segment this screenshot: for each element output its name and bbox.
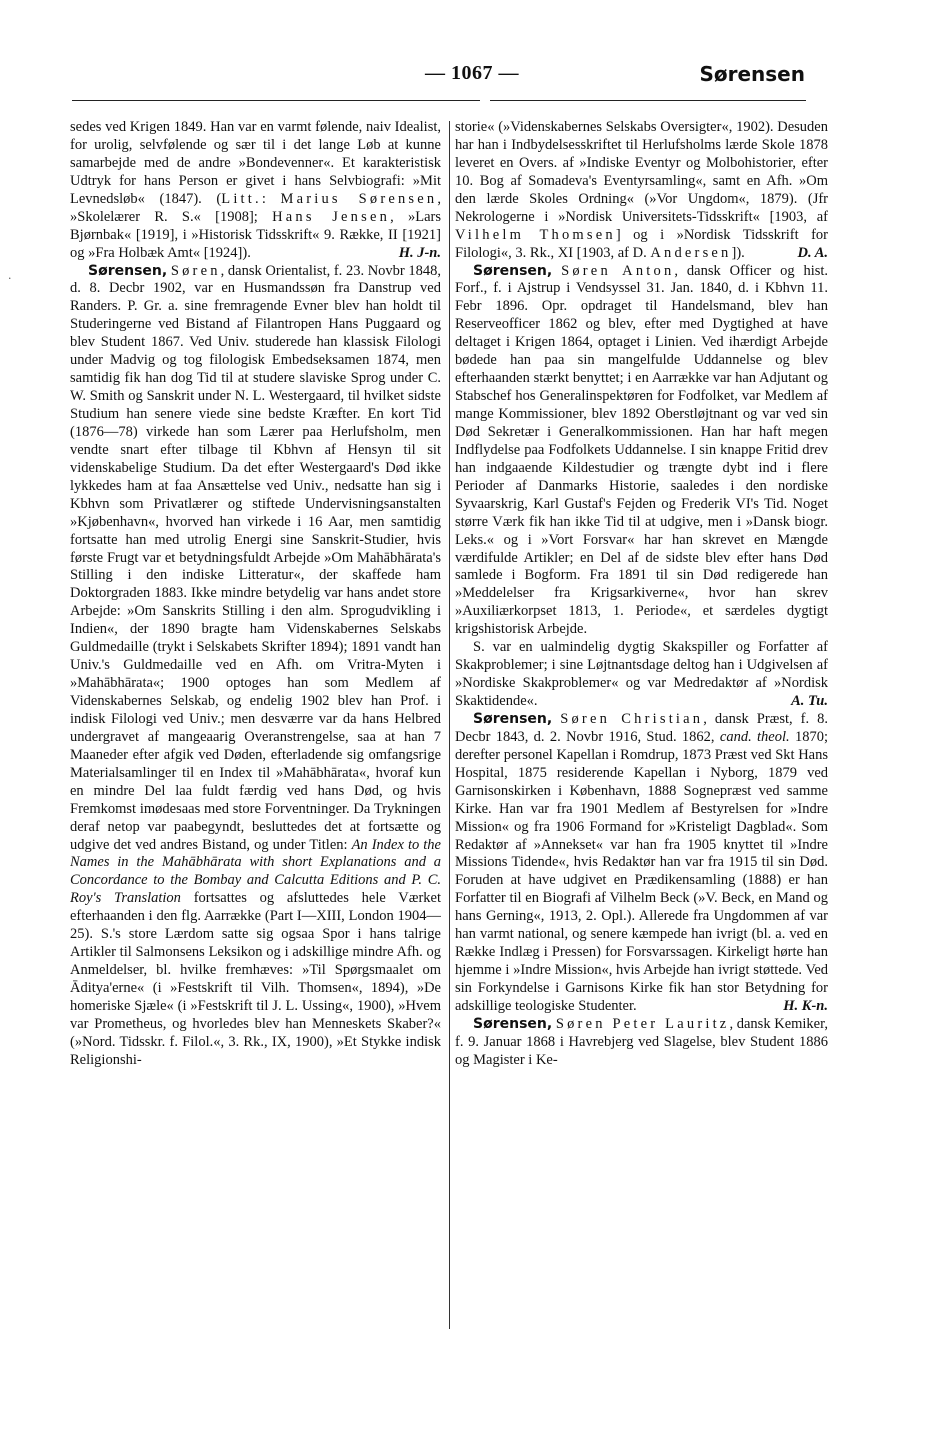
author-signature: H. J-n. — [398, 244, 441, 261]
header-rule-left — [72, 100, 480, 101]
entry-soren-anton-chess — [455, 639, 828, 711]
litt-label: Litt. — [221, 190, 262, 207]
entry-text: , dansk Orientalist, f. 23. Novbr 1848, d. 8. Decbr 1902, var en Husmandssøn fra Danstrup ved Randers. P. Gr. a. sine fremragende Evner blev han holdt til Studeringerne ved Bistand af Filantropen Hans Puggaard og blev Student 1867. Ved Univ. studerede han klassisk Filologi under Madvig og tog filologisk Embedseksamen 1874, men samtidig fik han dog Tid til at studere slaviske Sprog under C. W. Smith og Sanskrit under N. L. Westergaard, til hvilket sidste Studium han senere viede sine bedste Kræfter. En kort Tid (1876—78) virkede han som Lærer paa Herlufsholm, men vendte snart efter tilbage til Kbhvn af Hensyn til sit videnskabelige Studium. Da det efter Westergaard's Død ikke lykkedes ham at faa Ansættelse ved Univ., nedsatte han sig i Kbhvn som Privatlærer og stiftede Undervisningsanstalten »Kjøbenhavn«, hvorved han virkede i 16 Aar, men samtidig fortsatte han med utrolig Energi sine Sanskrit-Studier, hvis første Frugt var et betydningsfuldt Arbejde »Om Mahābhārata's Stilling i den indiske Litteratur«, der skaffede ham Doktorgraden 1883. Ikke mindre betydelig var hans andet store Arbejde: »Om Sanskrits Stilling i den alm. Sprogudvikling i Indien«, der 1890 bragte ham Videnskabernes Selskabs Guldmedaille (trykt i Selskabets Skrifter 1894); 1891 vandt han Univ.'s Guldmedaille ved en Afh. om Vritra-Myten i »Mahābhārata«; 1900 optoges han som Medlem af Videnskabernes Selskab, og endelig 1902 blev han Prof. i indisk Filologi ved Univ.; men desværre var da hans Helbred undergravet af mangeaarig Overanstrengelse, saa at han 7 Maaneder efter afgik ved Døden, efterladende sig omfangsrige Materialsamlinger til en Index til »Mahābhārata«, hvoraf kun en mindre Del laa fuldt færdig ved hans Død, og hvis Fremkomst imødesaas med store Forventninger. Da Trykningen deraf netop var paabegyndt, besluttedes det at fortsætte og udgive det ved andres Bistand, og under Titlen: — [70, 262, 441, 853]
entry-text: , »Skolelærer R. S.« [1908]; — [70, 190, 441, 225]
entry-text: ] og i »Nordisk Tidsskrift for Filologi«, 3. Rk., XI [1903, af D. — [455, 226, 828, 261]
header-rule-right — [490, 100, 806, 101]
entry-text: , »Lars Bjørnbak« [1919], i »Historisk Tidsskrift« 9. Række, II [1921] og »Fra Holbæk Amt« [1924]). — [70, 208, 441, 261]
author-signature: A. Tu. — [791, 693, 828, 709]
author-name: Hans Jensen — [272, 208, 391, 225]
entry-text: ]). — [731, 244, 745, 261]
entry-text: sedes ved Krigen 1849. Han var en varmt følende, naiv Idealist, for urolig, selvfølende og sær til i det lange Løb at kunne samarbejde med de andre »Bondevenner«. Et karakteristisk Udtryk for hans Person er givet i hans Selvbiografi: »Mit Levnedsløb« (1847). ( — [70, 119, 441, 207]
entry-text: fortsattes og afsluttedes hele Værket efterhaanden i den flg. Aarrække (Part I—XIII, London 1904—25). S.'s store Lærdom satte sig ogsaa Spor i hans talrige Artikler til Salmonsens Leksikon og i adskillige mindre Afh. og Anmeldelser, bl. hvilke fremhæves: »Til Spørgsmaalet om Āditya'erne« (i »Festskrift til Vilh. Thomsen«, 1894), »De homeriske Sjæle« (i »Festskrift til J. L. Ussing«, 1900), »Hvem var Prometheus, og hvorledes blev han Menneskets Skaber?« (»Nord. Tidsskr. f. Filol.«, 3. Rk., IX, 1900), »Et Stykke indisk Religionshi- — [70, 890, 441, 1068]
entry-text: , dansk Officer og hist. Forf., f. i Ajstrup i Vendsyssel 31. Jan. 1840, d. i Kbhvn 11. Febr 1896. Opr. opdraget til Handelsmand, blev han Reserveofficer 1862 og blev, efter med Dygtighed at have deltaget i Krigen 1864, optaget i Linien. Ved ihærdigt Arbejde bødede han paa sin mangelfulde Uddannelse og blev efterhaanden stærkt benyttet; i en Aarrække var han Adjutant og Stabschef hos Generalinspektøren for Fodfolket, var Medlem af mange Kommissioner, blev 1892 Oberstløjtnant og var ved sin Død Sekretær i Generalkommissionen. Han har haft megen Indflydelse paa Fodfolkets Uddannelse. I sin knappe Fritid drev han indgaaende Kildestudier og trængte dybt ind i flere Perioder af Danmarks Historie, saaledes i den nordiske Syvaarskrig, Karl Gustaf's Fejden og Frederik VI's Tid. Noget større Værk fik han ikke Tid til at udgive, men i »Dansk biogr. Leks.« og i »Vort Forsvar« har han skrevet en Mængde værdifulde Artikler; en Del af de sidste blev efter hans Død samlede i Bogform. Fra 1891 til sin Død redigerede han »Meddelelser fra Krigsarkiverne«, hvor han skrev »Auxiliærkorpset 1813, 1. Periode«, et særdeles dygtigt krigshistorisk Arbejde. — [455, 262, 828, 638]
entry-text: : — [261, 190, 281, 207]
author-name: Marius Sørensen — [280, 190, 438, 207]
author-name: Andersen — [650, 244, 732, 261]
entry-given-name: Søren Peter Lauritz — [555, 1015, 730, 1032]
page-number: — 1067 — — [425, 62, 519, 84]
entry-text: , dansk Kemiker, f. 9. Januar 1868 i Havrebjerg ved Slagelse, blev Student 1886 og Magister i Ke- — [455, 1015, 828, 1068]
margin-speck: · — [8, 272, 12, 285]
entry-headword: Sørensen, — [473, 1015, 553, 1032]
entry-soren-orientalist — [70, 263, 441, 1070]
author-signature: H. K-n. — [783, 997, 828, 1014]
entry-continuation — [70, 119, 441, 263]
entry-given-name: Søren Anton — [561, 262, 675, 279]
entry-soren-anton — [455, 263, 828, 640]
entry-given-name: Søren — [170, 262, 221, 279]
entry-text: , dansk Præst, f. 8. Decbr 1843, d. 2. Novbr 1916, Stud. 1862, — [455, 710, 828, 745]
entry-headword: Sørensen, — [473, 710, 553, 727]
work-title: An Index to the Names in the Mahābhārata with short Explanations and a Concordance to the Bombay and Calcutta Editions and P. C. Roy's Translation — [70, 836, 441, 907]
running-head: Sørensen — [699, 62, 805, 86]
author-signature: D. A. — [797, 244, 828, 261]
column-divider — [449, 121, 450, 1329]
entry-soren-peter-lauritz — [455, 1016, 828, 1070]
entry-text: S. var en ualmindelig dygtig Skakspiller og Forfatter af Skakproblemer; i sine Løjtnantsdage deltog han i Udgivelsen af »Nordiske Skakproblemer« og var Medredaktør af »Nordisk Skaktidende«. — [455, 639, 828, 709]
entry-continuation — [455, 119, 828, 263]
author-name: Vilhelm Thomsen — [455, 226, 616, 243]
page-header — [0, 0, 944, 112]
entry-headword: Sørensen, — [88, 262, 168, 279]
entry-headword: Sørensen, — [473, 262, 553, 279]
entry-text: storie« (»Videnskabernes Selskabs Oversigter«, 1902). Desuden har han i Indbydelsesskriftet til Herlufsholms lærde Skole 1878 leveret en Overs. af »Indiske Eventyr og Molbohistorier, efter 10. Bog af Somadeva's Eventyrsamling«, samt en Afh. »Om den lærde Skoles Ordning« (»Vor Ungdom«, 1879). (Jfr Nekrologerne i »Nordisk Universitets-Tidsskrift« [1903, af — [455, 119, 828, 225]
left-column — [70, 119, 441, 1334]
right-column — [455, 119, 828, 1334]
entry-soren-christian — [455, 711, 828, 1016]
entry-given-name: Søren Christian — [560, 710, 704, 727]
entry-text: 1870; derefter personel Kapellan i Romdrup, 1873 Præst ved Skt Hans Hospital, 1875 residerende Kapellan i Nyborg, 1879 ved Garnisonskirken i København, 1888 Sognepræst ved samme Kirke. Han var fra 1901 Medlem af Bestyrelsen for »Indre Mission« og fra 1906 Formand for »Kristeligt Dagblad«. Som Redaktør af »Annekset« var han fra 1905 knyttet til »Indre Missions Tidende«, hvis Redaktør han var fra 1915 til sin Død. Foruden at have udgivet en Prædikensamling (1888) er han Forfatter til en Biografi af Vilhelm Beck (»V. Beck, en Mand og hans Gerning«, 1913, 2. Opl.). Allerede fra Ungdommen af var han varmt national, og senere kæmpede han ivrigt (bl. a. ved en Række Indlæg i Pressen) for Forsvarssagen. Kirkeligt hørte han hjemme i »Indre Mission«, hvis Arbejde han ivrigt støttede. Ved sin Forkyndelse i Garnisons Kirke fik han stor Betydning for adskillige teologiske Studenter. — [455, 728, 828, 1014]
degree-title: cand. theol. — [719, 728, 790, 745]
